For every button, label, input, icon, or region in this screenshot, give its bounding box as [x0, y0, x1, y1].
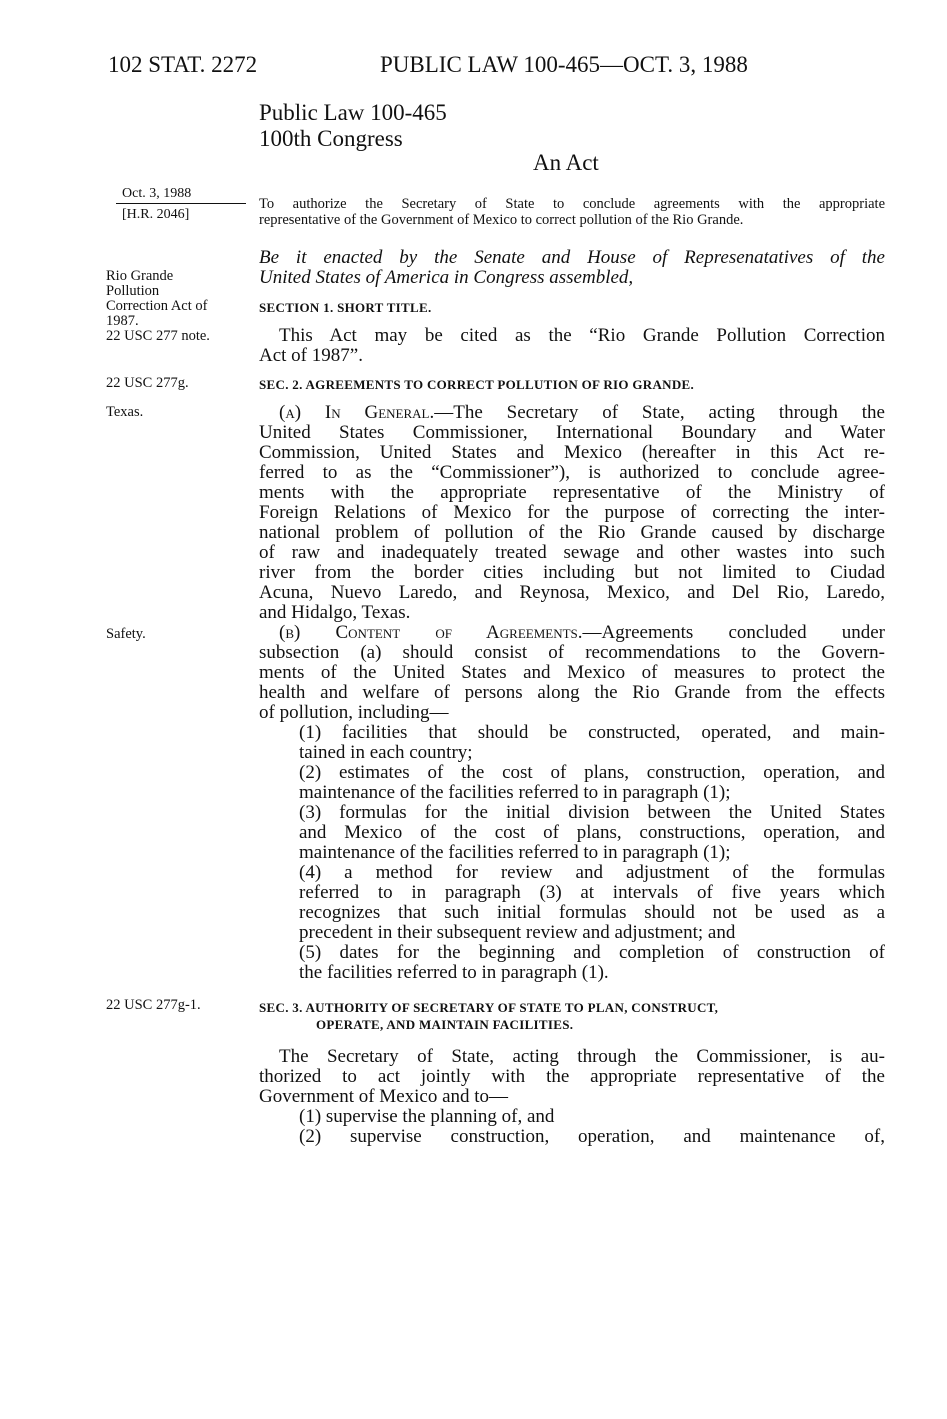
text-line: Commission, United States and Mexico (hereafter in this Act re-	[259, 442, 885, 463]
text-line: of raw and inadequately treated sewage and other wastes into such	[259, 542, 885, 563]
margin-sec2-note: 22 USC 277g.	[106, 375, 189, 391]
margin-note-line: 1987.	[106, 313, 139, 329]
margin-rule	[116, 203, 246, 204]
section-2-body	[259, 403, 885, 983]
text-line: This Act may be cited as the “Rio Grande Pollution Correction	[279, 325, 885, 346]
text-line: The Secretary of State, acting through the Commissioner, is au-	[279, 1046, 885, 1067]
text-line: health and welfare of persons along the Rio Grande from the effects	[259, 682, 885, 703]
text-line: tained in each country;	[299, 742, 473, 763]
enacting-line: United States of America in Congress assembled,	[259, 267, 634, 288]
text-line: ferred to as the “Commissioner”), is authorized to conclude agree-	[259, 462, 885, 483]
subsection-b-label: (b) Content of Agreements.	[279, 622, 583, 643]
law-number: Public Law 100-465	[259, 100, 447, 125]
section-1-text	[259, 326, 885, 366]
text-line: Act of 1987”.	[259, 345, 363, 366]
subsection-b-first-line	[259, 623, 885, 643]
text-line: ments with the appropriate representative of the Ministry of	[259, 482, 885, 503]
heading-line: OPERATE, AND MAINTAIN FACILITIES.	[316, 1017, 574, 1032]
act-purpose	[259, 196, 885, 228]
list-item	[259, 943, 885, 983]
margin-note-line: Rio Grande	[106, 268, 174, 284]
text-line: (1) facilities that should be constructed, operated, and main-	[299, 722, 885, 743]
margin-date: Oct. 3, 1988	[122, 186, 192, 201]
congress: 100th Congress	[259, 126, 403, 151]
text-line: referred to in paragraph (3) at intervals of five years which	[299, 882, 885, 903]
margin-note-line: Correction Act of	[106, 298, 208, 314]
text-line: (4) a method for review and adjustment of the formulas	[299, 862, 885, 883]
list-item	[259, 803, 885, 863]
text-line: ments of the United States and Mexico of measures to protect the	[259, 662, 885, 683]
margin-short-title-note	[106, 269, 251, 344]
section-3-body	[259, 1047, 885, 1147]
text-line: (2) estimates of the cost of plans, construction, operation, and	[299, 762, 885, 783]
enacting-line: Be it enacted by the Senate and House of Represenatatives of the	[259, 247, 885, 268]
text-line: thorized to act jointly with the appropriate representative of the	[259, 1066, 885, 1087]
text-line: and Hidalgo, Texas.	[259, 602, 411, 623]
enacting-clause	[259, 248, 885, 288]
text-line: —The Secretary of State, acting through the	[434, 402, 885, 423]
subsection-a-first-line	[259, 403, 885, 423]
text-line: national problem of pollution of the Rio Grande caused by discharge	[259, 522, 885, 543]
margin-note-line: Pollution	[106, 283, 160, 299]
text-line: —Agreements concluded under	[582, 622, 886, 643]
text-line: United States Commissioner, International Boundary and Water	[259, 422, 885, 443]
page-number-stat: 102 STAT. 2272	[108, 52, 258, 77]
text-line: (5) dates for the beginning and completion of construction of	[299, 942, 885, 963]
running-header-law: PUBLIC LAW 100-465—OCT. 3, 1988	[380, 52, 748, 77]
text-line: subsection (a) should consist of recommendations to the Govern-	[259, 642, 885, 663]
text-line: and Mexico of the cost of plans, constructions, operation, and	[299, 822, 885, 843]
text-line: maintenance of the facilities referred to in paragraph (1);	[299, 842, 731, 863]
text-line: recognizes that such initial formulas should not be used as a	[299, 902, 885, 923]
text-line: (3) formulas for the initial division between the United States	[299, 802, 885, 823]
text-line: the facilities referred to in paragraph (1).	[299, 962, 609, 983]
list-item: (2) supervise construction, operation, and maintenance of,	[299, 1126, 885, 1147]
list-item	[259, 763, 885, 803]
text-line: precedent in their subsequent review and adjustment; and	[299, 922, 736, 943]
margin-note-line: 22 USC 277 note.	[106, 328, 210, 344]
list-item: (1) supervise the planning of, and	[299, 1106, 555, 1127]
margin-sec3-note: 22 USC 277g-1.	[106, 997, 201, 1013]
subsection-a-label: (a) In General.	[279, 402, 435, 423]
purpose-line: representative of the Government of Mexico to correct pollution of the Rio Grande.	[259, 212, 744, 228]
margin-safety-note: Safety.	[106, 626, 146, 642]
section-2-heading: SEC. 2. AGREEMENTS TO CORRECT POLLUTION OF RIO GRANDE.	[259, 377, 695, 392]
list-item	[259, 863, 885, 943]
text-line: of pollution, including—	[259, 702, 449, 723]
text-line: maintenance of the facilities referred to in paragraph (1);	[299, 782, 731, 803]
list-item	[259, 723, 885, 763]
text-line: Foreign Relations of Mexico for the purpose of correcting the inter-	[259, 502, 885, 523]
purpose-line: To authorize the Secretary of State to conclude agreements with the appropriate	[259, 196, 885, 212]
text-line: Acuna, Nuevo Laredo, and Reynosa, Mexico, and Del Rio, Laredo,	[259, 582, 885, 603]
section-3-heading	[259, 999, 885, 1033]
text-line: river from the border cities including but not limited to Ciudad	[259, 562, 885, 583]
margin-bill: [H.R. 2046]	[122, 207, 190, 222]
margin-texas-note: Texas.	[106, 404, 144, 420]
act-label: An Act	[533, 150, 599, 175]
text-line: Government of Mexico and to—	[259, 1086, 509, 1107]
section-1-heading: SECTION 1. SHORT TITLE.	[259, 300, 432, 315]
heading-line: SEC. 3. AUTHORITY OF SECRETARY OF STATE TO PLAN, CONSTRUCT,	[259, 1000, 719, 1015]
